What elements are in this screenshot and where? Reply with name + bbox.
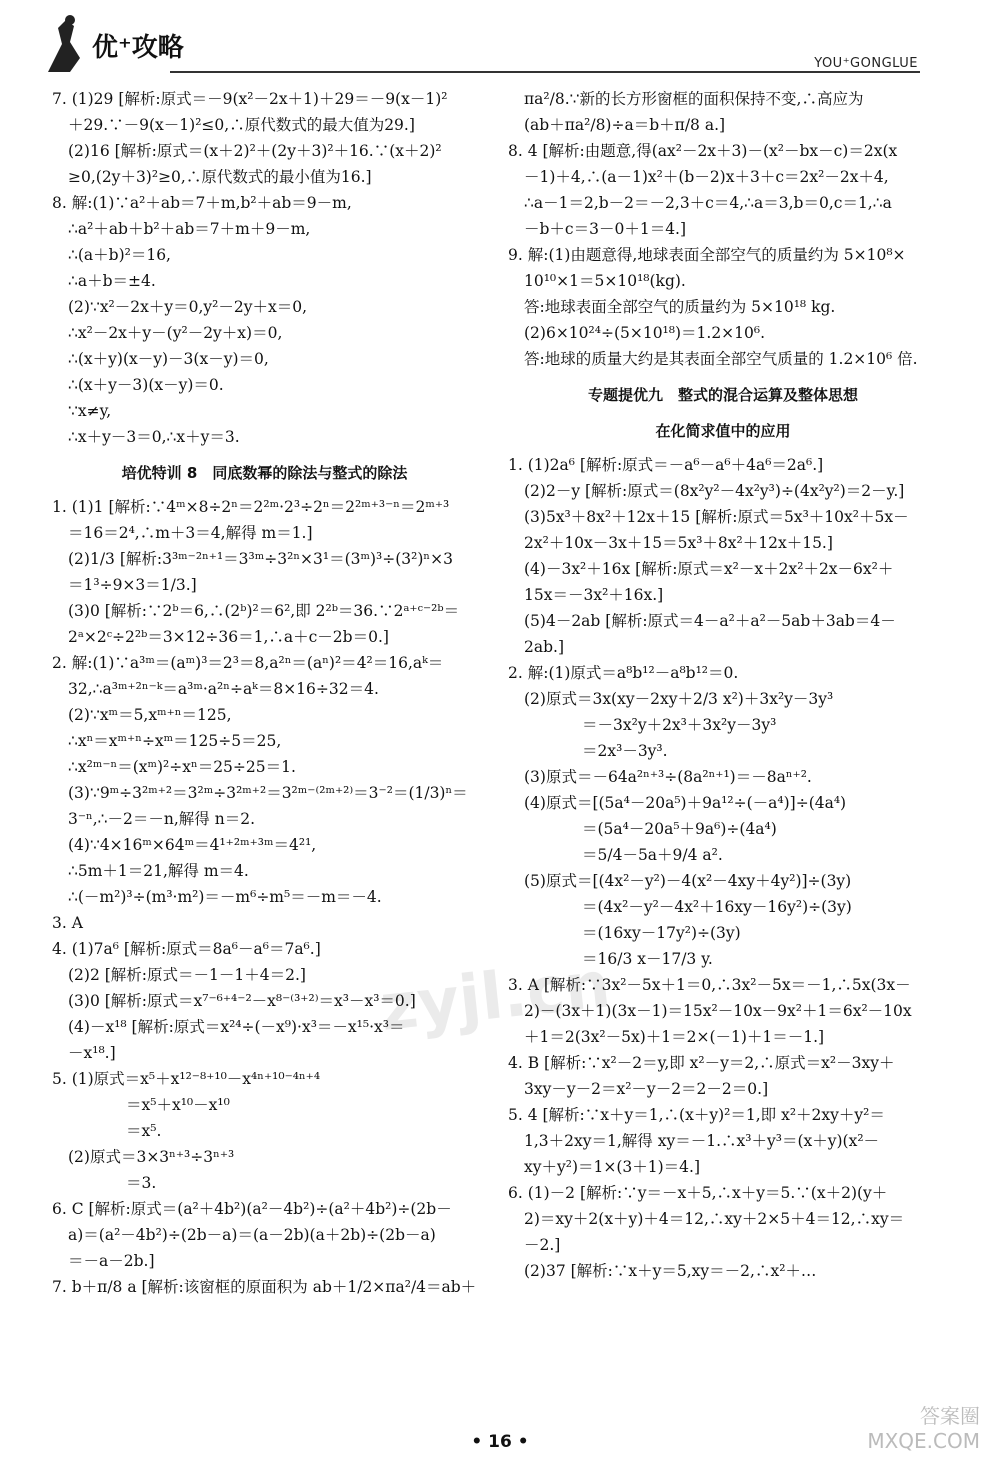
right-column — [508, 86, 938, 1284]
text-line: ∴xⁿ＝xᵐ⁺ⁿ÷xᵐ＝125÷5＝25, — [68, 732, 282, 750]
text-line: 5. (1)原式＝x⁵＋x¹²⁻⁸⁺¹⁰－x⁴ⁿ⁺¹⁰⁻⁴ⁿ⁺⁴ — [52, 1070, 321, 1088]
text-line: 4. (1)7a⁶ [解析:原式＝8a⁶－a⁶＝7a⁶.] — [52, 940, 321, 958]
text-line: a)＝(a²－4b²)÷(2b－a)＝(a－2b)(a＋2b)÷(2b－a) — [68, 1226, 436, 1244]
text-line: 4. B [解析:∵x²－2＝y,即 x²－y＝2,∴原式＝x²－3xy＋ — [508, 1054, 895, 1072]
text-line: (3)5x³＋8x²＋12x＋15 [解析:原式＝5x³＋10x²＋5x－ — [524, 508, 909, 526]
text-line: 3. A [解析:∵3x²－5x＋1＝0,∴3x²－5x＝－1,∴5x(3x－ — [508, 976, 911, 994]
text-line: ≥0,(2y＋3)²≥0,∴原代数式的最小值为16.] — [68, 168, 372, 186]
text-line: －x¹⁸.] — [68, 1044, 116, 1062]
left-column — [52, 86, 477, 1300]
logo-text: 优⁺攻略 — [92, 33, 184, 63]
text-line: (2)2－y [解析:原式＝(8x²y²－4x²y³)÷(4x²y²)＝2－y.] — [524, 482, 905, 500]
watermark-corner-bottom: MXQE.COM — [867, 1429, 980, 1453]
text-line: 1. (1)2a⁶ [解析:原式＝－a⁶－a⁶＋4a⁶＝2a⁶.] — [508, 456, 824, 474]
text-line: ∴x＋y－3＝0,∴x＋y＝3. — [68, 428, 240, 446]
text-line: ＝1³÷9×3＝1/3.] — [68, 576, 197, 594]
text-line: ∴a²＋ab＋b²＋ab＝7＋m＋9－m, — [68, 220, 311, 238]
text-line: 3xy－y－2＝x²－y－2＝2－2＝0.] — [524, 1080, 769, 1098]
text-line: (2)6×10²⁴÷(5×10¹⁸)＝1.2×10⁶. — [524, 324, 766, 342]
text-line: (5)原式＝[(4x²－y²)－4(x²－4xy＋4y²)]÷(3y) — [524, 872, 852, 890]
text-line: 2. 解:(1)∵a³ᵐ＝(aᵐ)³＝2³＝8,a²ⁿ＝(aⁿ)²＝4²＝16,aᵏ＝ — [52, 654, 444, 672]
page-header — [0, 0, 1000, 80]
text-line: πa²/8.∵新的长方形窗框的面积保持不变,∴高应为 — [524, 90, 864, 108]
text-line: 3. A — [52, 914, 83, 932]
text-line: (4)∵4×16ᵐ×64ᵐ＝4¹⁺²ᵐ⁺³ᵐ＝4²¹, — [68, 836, 317, 854]
text-line: (3)0 [解析:∵2ᵇ＝6,∴(2ᵇ)²＝6²,即 2²ᵇ＝36.∵2ᵃ⁺ᶜ⁻²ᵇ＝ — [68, 602, 460, 620]
text-line: ∴a＋b＝±4. — [68, 272, 156, 290]
text-line: (5)4－2ab [解析:原式＝4－a²＋a²－5ab＋3ab＝4－ — [524, 612, 896, 630]
text-line: (2)2 [解析:原式＝－1－1＋4＝2.] — [68, 966, 306, 984]
text-line: ＝(16xy－17y²)÷(3y) — [582, 924, 741, 942]
text-line: 6. (1)－2 [解析:∵y＝－x＋5,∴x＋y＝5.∵(x＋2)(y＋ — [508, 1184, 888, 1202]
watermark-center: zyjl.cn — [376, 948, 614, 1046]
text-line: 1,3＋2xy＝1,解得 xy＝－1.∴x³＋y³＝(x＋y)(x²－ — [524, 1132, 880, 1150]
text-line: ＋29.∵－9(x－1)²≤0,∴原代数式的最大值为29.] — [68, 116, 415, 134]
text-line: 5. 4 [解析:∵x＋y＝1,∴(x＋y)²＝1,即 x²＋2xy＋y²＝ — [508, 1106, 885, 1124]
text-line: 2ab.] — [524, 638, 564, 656]
text-line: 10¹⁰×1＝5×10¹⁸(kg). — [524, 272, 686, 290]
text-line: ∴(x＋y－3)(x－y)＝0. — [68, 376, 224, 394]
text-line: 7. b＋π/8 a [解析:该窗框的原面积为 ab＋1/2×πa²/4＝ab＋ — [52, 1278, 477, 1296]
text-line: (4)－3x²＋16x [解析:原式＝x²－x＋2x²＋2x－6x²＋ — [524, 560, 894, 578]
text-line: －1)＋4,∴(a－1)x²＋(b－2)x＋3＋c＝2x²－2x＋4, — [524, 168, 889, 186]
section-heading: 培优特训 8 同底数幂的除法与整式的除法 — [121, 464, 408, 482]
text-line: 2ᵃ×2ᶜ÷2²ᵇ＝3×12÷36＝1,∴a＋c－2b＝0.] — [68, 628, 389, 646]
text-line: (3)∵9ᵐ÷3²ᵐ⁺²＝3²ᵐ÷3²ᵐ⁺²＝3²ᵐ⁻⁽²ᵐ⁺²⁾＝3⁻²＝(1/3)ⁿ＝ — [68, 784, 468, 802]
text-line: ＝2x³－3y³. — [582, 742, 668, 760]
text-line: ＝16＝2⁴,∴m＋3＝4,解得 m＝1.] — [68, 524, 313, 542]
text-line: ∴x²－2x＋y－(y²－2y＋x)＝0, — [68, 324, 283, 342]
text-line: 9. 解:(1)由题意得,地球表面全部空气的质量约为 5×10⁸× — [508, 246, 906, 264]
text-line: (2)原式＝3×3ⁿ⁺³÷3ⁿ⁺³ — [68, 1148, 235, 1166]
page-number: • 16 • — [471, 1432, 529, 1452]
text-line: 8. 4 [解析:由题意,得(ax²－2x＋3)－(x²－bx－c)＝2x(x — [508, 142, 898, 160]
text-line: (2)37 [解析:∵x＋y＝5,xy＝－2,∴x²＋… — [524, 1262, 817, 1280]
text-line: 答:地球的质量大约是其表面全部空气质量的 1.2×10⁶ 倍. — [524, 350, 918, 368]
text-line: (3)0 [解析:原式＝x⁷⁻⁶⁺⁴⁻²－x⁸⁻⁽³⁺²⁾＝x³－x³＝0.] — [68, 992, 416, 1010]
text-line: －b＋c＝3－0＋1＝4.] — [524, 220, 687, 238]
text-line: ＝(5a⁴－20a⁵＋9a⁶)÷(4a⁴) — [582, 820, 777, 838]
runner-logo-icon — [40, 14, 190, 76]
section-heading: 专题提优九 整式的混合运算及整体思想 — [587, 386, 858, 404]
text-line: (2)原式＝3x(xy－2xy＋2/3 x²)＋3x²y－3y³ — [524, 690, 834, 708]
text-line: ＋1＝2(3x²－5x)＋1＝2×(－1)＋1＝－1.] — [524, 1028, 825, 1046]
text-line: ＝－3x²y＋2x³＋3x²y－3y³ — [582, 716, 777, 734]
text-line: ＝(4x²－y²－4x²＋16xy－16y²)÷(3y) — [582, 898, 852, 916]
text-line: 32,∴a³ᵐ⁺²ⁿ⁻ᵏ＝a³ᵐ·a²ⁿ÷aᵏ＝8×16÷32＝4. — [68, 680, 379, 698]
section-heading: 在化简求值中的应用 — [655, 422, 791, 440]
watermark-corner-top: 答案圈 — [920, 1404, 980, 1428]
text-line: xy＋y²)＝1×(3＋1)＝4.] — [524, 1158, 701, 1176]
text-line: ＝16/3 x－17/3 y. — [582, 950, 713, 968]
text-line: 2x²＋10x－3x＋15＝5x³＋8x²＋12x＋15.] — [524, 534, 833, 552]
text-line: ∴(a＋b)²＝16, — [68, 246, 171, 264]
text-line: ＝x⁵＋x¹⁰－x¹⁰ — [126, 1096, 230, 1114]
text-line: 15x＝－3x²＋16x.] — [524, 586, 664, 604]
text-line: 7. (1)29 [解析:原式＝－9(x²－2x＋1)＋29＝－9(x－1)² — [52, 90, 448, 108]
text-line: (4)原式＝[(5a⁴－20a⁵)＋9a¹²÷(－a⁴)]÷(4a⁴) — [524, 794, 847, 812]
text-line: ∵x≠y, — [68, 402, 112, 420]
text-line: 1. (1)1 [解析:∵4ᵐ×8÷2ⁿ＝2²ᵐ·2³÷2ⁿ＝2²ᵐ⁺³⁻ⁿ＝2ᵐ⁺³ — [52, 498, 450, 516]
text-line: ＝x⁵. — [126, 1122, 162, 1140]
text-line: 2)－(3x＋1)(3x－1)＝15x²－10x－9x²＋1＝6x²－10x — [524, 1002, 912, 1020]
text-line: ∴5m＋1＝21,解得 m＝4. — [68, 862, 249, 880]
text-line: ＝－a－2b.] — [68, 1252, 155, 1270]
text-line: 8. 解:(1)∵a²＋ab＝7＋m,b²＋ab＝9－m, — [52, 194, 352, 212]
text-line: ∴a－1＝2,b－2＝－2,3＋c＝4,∴a＝3,b＝0,c＝1,∴a — [524, 194, 892, 212]
text-line: (ab＋πa²/8)÷a＝b＋π/8 a.] — [524, 116, 726, 134]
text-line: 2. 解:(1)原式＝a⁸b¹²－a⁸b¹²＝0. — [508, 664, 739, 682]
text-line: (3)原式＝－64a²ⁿ⁺³÷(8a²ⁿ⁺¹)＝－8aⁿ⁺². — [524, 768, 812, 786]
text-line: ∴(－m²)³÷(m³·m²)＝－m⁶÷m⁵＝－m＝－4. — [68, 888, 382, 906]
text-line: ＝5/4－5a＋9/4 a². — [582, 846, 723, 864]
text-line: ＝3. — [126, 1174, 157, 1192]
text-line: 6. C [解析:原式＝(a²＋4b²)(a²－4b²)÷(a²＋4b²)÷(2b－ — [52, 1200, 452, 1218]
text-line: 3⁻ⁿ,∴－2＝－n,解得 n＝2. — [68, 810, 256, 828]
text-line: ∴x²ᵐ⁻ⁿ＝(xᵐ)²÷xⁿ＝25÷25＝1. — [68, 758, 296, 776]
text-line: (2)∵xᵐ＝5,xᵐ⁺ⁿ＝125, — [68, 706, 232, 724]
text-line: (2)∵x²－2x＋y＝0,y²－2y＋x＝0, — [68, 298, 308, 316]
text-line: (2)1/3 [解析:3³ᵐ⁻²ⁿ⁺¹＝3³ᵐ÷3²ⁿ×3¹＝(3ᵐ)³÷(3²)ⁿ×3 — [68, 550, 453, 568]
text-line: (4)－x¹⁸ [解析:原式＝x²⁴÷(－x⁹)·x³＝－x¹⁵·x³＝ — [68, 1018, 405, 1036]
text-line: －2.] — [524, 1236, 561, 1254]
header-rule — [170, 71, 920, 73]
text-line: 答:地球表面全部空气的质量约为 5×10¹⁸ kg. — [524, 298, 836, 316]
text-line: 2)＝xy＋2(x＋y)＋4＝12,∴xy＋2×5＋4＝12,∴xy＝ — [524, 1210, 905, 1228]
brand-text: YOU⁺GONGLUE — [814, 56, 918, 71]
text-line: ∴(x＋y)(x－y)－3(x－y)＝0, — [68, 350, 269, 368]
text-line: (2)16 [解析:原式＝(x＋2)²＋(2y＋3)²＋16.∵(x＋2)² — [68, 142, 442, 160]
